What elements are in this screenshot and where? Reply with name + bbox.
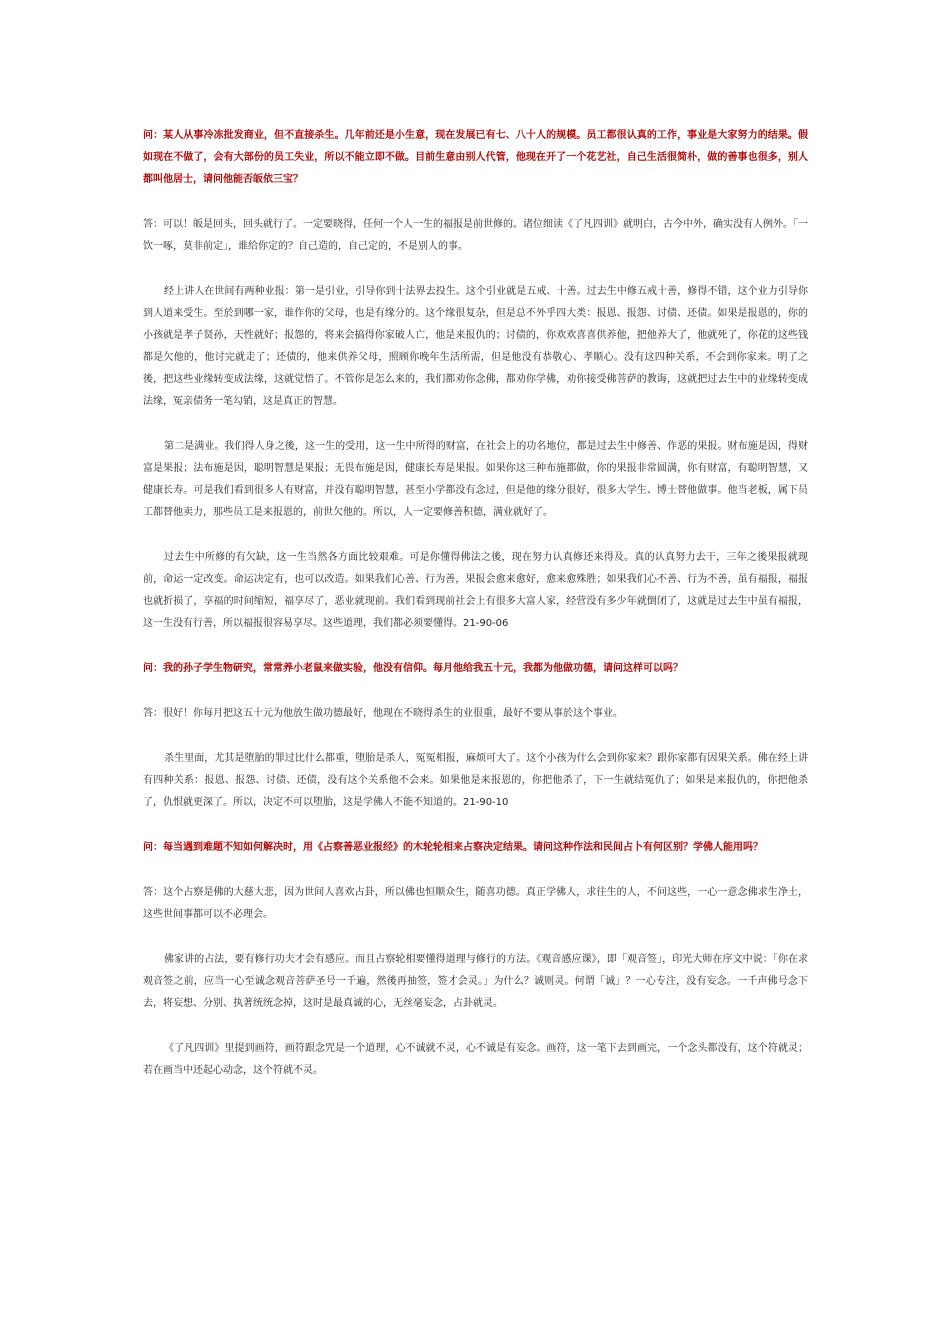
paragraph-talisman: 《了凡四训》里提到画符，画符跟念咒是一个道理，心不诚就不灵，心不诚是有妄念。画符，这一笔下去到画完，一个念头都没有，这个符就灵；若在画当中还起心动念，这个符就不灵。 <box>143 1043 808 1076</box>
paragraph-text: 过去生中所修的有欠缺，这一生当然各方面比较艰难。可是你懂得佛法之後，现在努力认真修还来得及。真的认真努力去干，三年之後果报就现前，命运一定改变。命运决定有，也可以改造。如果我们心善、行为善，果报会愈来愈好，愈来愈殊胜；如果我们心不善、行为不善，虽有福报，福报也就折损了，享福的时间缩短，福享尽了，恶业就现前。我们看到现前社会上有很多大富人家，经营没有多少年就倒闭了，这就是过去生中虽有福报，这一生没有行善，所以福报很容易享尽。这些道理，我们都必须要懂得。 <box>143 552 808 629</box>
question-2: 问：我的孙子学生物研究，常常养小老鼠来做实验，他没有信仰。每月他给我五十元，我都为他做功德，请问这样可以吗？ <box>143 663 683 674</box>
paragraph-divination: 佛家讲的占法，要有修行功夫才会有感应。而且占察轮相要懂得道理与修行的方法。《观音感应课》，即「观音签」，印光大师在序文中说：「你在求观音签之前，应当一心至诚念观音菩萨圣号一千遍，然後再抽签，签才会灵。」为什么？诚则灵。何谓「诚」？一心专注，没有妄念。一千声佛号念下去，将妄想、分别、执著统统念掉，这时是最真诚的心，无丝毫妄念，占卦就灵。 <box>143 954 808 1009</box>
paragraph-karma-types: 经上讲人在世间有两种业报：第一是引业，引导你到十法界去投生。这个引业就是五戒、十善。过去生中修五戒十善，修得不错，这个业力引导你到人道来受生。至於到哪一家，谁作你的父母，也是有缘分的。这个缘很复杂，但是总不外乎四大类：报恩、报怨、讨债、还债。如果是报恩的，你的小孩就是孝子贤孙，天性就好；报怨的，将来会搞得你家破人亡，他是来报仇的；讨债的，你欢欢喜喜供养他，把他养大了，他就死了，你花的这些钱都是欠他的，他讨完就走了；还债的，他来供养父母，照顾你晚年生活所需，但是他没有恭敬心、孝顺心。没有这四种关系，不会到你家来。明了之後，把这些业缘转变成法缘，这就觉悟了。不管你是怎么来的，我们都劝你念佛，都劝你学佛，劝你接受佛菩萨的教诲，这就把过去生中的业缘转变成法缘，冤亲债务一笔勾销，这是真正的智慧。 <box>143 286 808 407</box>
reference-code: 21-90-10 <box>463 797 509 808</box>
answer-3: 答：这个占察是佛的大慈大悲，因为世间人喜欢占卦，所以佛也恒顺众生，随喜功德。真正学佛人，求往生的人，不问这些，一心一意念佛求生净土，这些世间事都可以不必理会。 <box>143 887 808 920</box>
paragraph-full-karma: 第二是满业。我们得人身之後，这一生的受用，这一生中所得的财富，在社会上的功名地位，都是过去生中修善、作恶的果报。财布施是因，得财富是果报；法布施是因，聪明智慧是果报；无畏布施是因，健康长寿是果报。如果你这三种布施都做，你的果报非常圆满，你有财富，有聪明智慧，又健康长寿。可是我们看到很多人有财富，并没有聪明智慧，甚至小学都没有念过，但是他的缘分很好，很多大学生、博士替他做事。他当老板，属下员工都替他卖力，那些员工是来报恩的，前世欠他的。所以，人一定要修善积德，满业就好了。 <box>143 441 808 518</box>
paragraph-destiny-change <box>143 547 808 635</box>
answer-2: 答：很好！你每月把这五十元为他放生做功德最好，他现在不晓得杀生的业很重，最好不要从事於这个事业。 <box>143 708 623 719</box>
document-page <box>143 125 808 1105</box>
answer-1: 答：可以！皈是回头，回头就行了。一定要晓得，任何一个人一生的福报是前世修的。诸位细读《了凡四训》就明白，古今中外，确实没有人例外。「一饮一啄，莫非前定」，谁给你定的？自己造的，自己定的，不是别人的事。 <box>143 219 808 252</box>
reference-code: 21-90-06 <box>463 618 509 629</box>
paragraph-text: 杀生里面，尤其是堕胎的罪过比什么都重，堕胎是杀人，冤冤相报，麻烦可大了。这个小孩为什么会到你家来？跟你家都有因果关系。佛在经上讲有四种关系：报恩、报怨、讨债、还债，没有这个关系他不会来。如果他是来报恩的，你把他杀了，下一生就结冤仇了；如果是来报仇的，你把他杀了，仇恨就更深了。所以，决定不可以堕胎，这是学佛人不能不知道的。 <box>143 753 808 808</box>
paragraph-abortion <box>143 748 808 814</box>
question-1: 问：某人从事冷冻批发商业，但不直接杀生。几年前还是小生意，现在发展已有七、八十人的规模。员工都很认真的工作，事业是大家努力的结果。假如现在不做了，会有大部份的员工失业，所以不能立即不做。目前生意由别人代管，他现在开了一个花艺社，自己生活很简朴，做的善事也很多，别人都叫他居士，请问他能否皈依三宝？ <box>143 130 808 185</box>
question-3: 问：每当遇到难题不知如何解决时，用《占察善恶业报经》的木轮轮相来占察决定结果。请问这种作法和民间占卜有何区别？学佛人能用吗？ <box>143 842 763 853</box>
